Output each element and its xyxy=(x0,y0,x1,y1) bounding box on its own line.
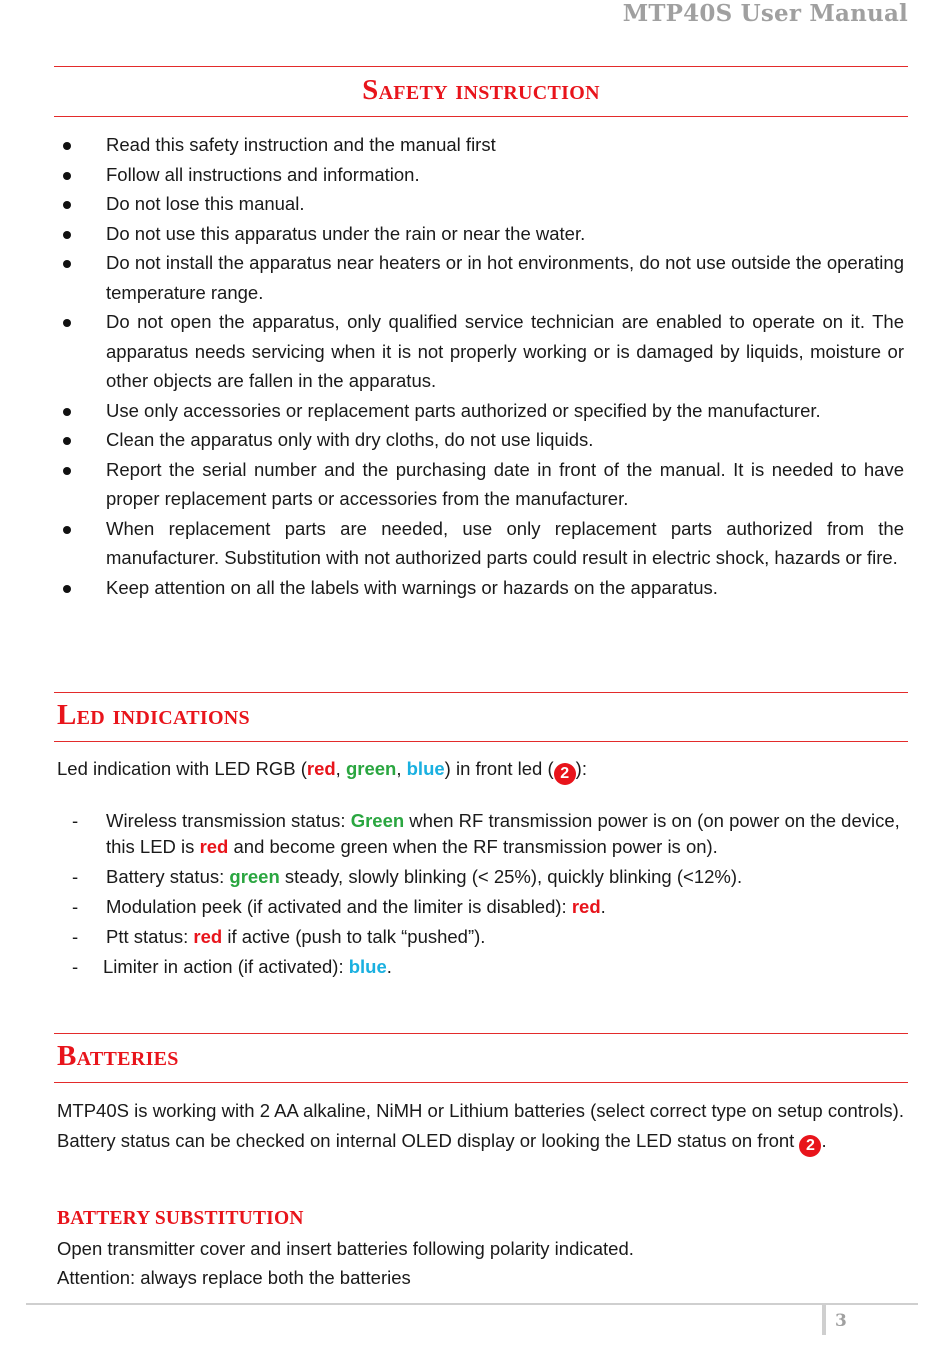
color-label-red: red xyxy=(199,835,229,857)
list-item-text: if active (push to talk “pushed”). xyxy=(222,925,486,947)
battery-substitution-line: Open transmitter cover and insert batteries following polarity indicated. xyxy=(57,1238,634,1259)
bullet-icon xyxy=(63,526,71,534)
list-item-text: Clean the apparatus only with dry cloths, do not use liquids. xyxy=(106,429,594,450)
bullet-icon xyxy=(63,408,71,416)
list-item xyxy=(54,864,904,890)
list-item xyxy=(54,307,904,396)
list-item xyxy=(54,248,904,307)
list-item-text: Ptt status: xyxy=(106,925,194,947)
list-item xyxy=(54,160,904,190)
led-intro-text: ): xyxy=(575,758,587,779)
color-label-green: green xyxy=(229,865,280,887)
batteries-paragraph xyxy=(57,1096,904,1157)
color-label-blue: blue xyxy=(348,955,387,977)
list-item-text: Limiter in action (if activated): xyxy=(103,955,349,977)
dash-icon: - xyxy=(72,810,79,831)
color-label-green: green xyxy=(345,758,397,779)
dash-icon: - xyxy=(72,925,79,947)
list-item-text: Do not lose this manual. xyxy=(106,193,305,214)
bullet-icon xyxy=(63,319,71,327)
list-item-text: When replacement parts are needed, use only replacement parts authorized from the manufacturer. Substitution with not authorized parts could result in electric shock, hazards or fire. xyxy=(106,517,904,568)
paragraph-text: MTP40S is working with 2 AA alkaline, NiMH or Lithium batteries (select correct type on setup controls). Battery status can be checked on internal OLED display or looking the LED status on front xyxy=(57,1100,904,1151)
color-label-red: red xyxy=(193,925,223,947)
list-item-text: steady, slowly blinking (< 25%), quickly blinking (<12%). xyxy=(279,865,743,887)
running-header-title: MTP40S User Manual xyxy=(622,0,908,27)
reference-number-badge: 2 xyxy=(799,1135,821,1157)
dash-icon: - xyxy=(72,895,79,917)
list-item-text: Wireless transmission status: xyxy=(106,810,351,831)
section-rule-bottom xyxy=(54,1082,908,1083)
footer-divider xyxy=(822,1305,826,1335)
list-item xyxy=(54,573,904,603)
color-label-red: red xyxy=(571,895,601,917)
list-item-text: . xyxy=(600,895,606,917)
bullet-icon xyxy=(63,201,71,209)
subsection-title-battery-substitution: BATTERY SUBSTITUTION xyxy=(57,1208,304,1229)
bullet-icon xyxy=(63,142,71,150)
list-item xyxy=(54,924,904,950)
list-item xyxy=(54,396,904,426)
list-item-text: . xyxy=(386,955,392,977)
list-item-text: Follow all instructions and information. xyxy=(106,163,420,185)
bullet-icon xyxy=(63,585,71,593)
paragraph-text: . xyxy=(821,1129,827,1151)
led-intro-text: Led indication with LED RGB ( xyxy=(57,758,307,779)
list-item xyxy=(54,219,904,249)
footer-rule xyxy=(26,1303,918,1305)
safety-list xyxy=(54,130,904,602)
list-item xyxy=(54,894,904,920)
list-item xyxy=(54,130,904,160)
list-item xyxy=(54,189,904,219)
section-rule-top xyxy=(54,1033,908,1034)
section-title-led: Led indications xyxy=(57,699,250,731)
led-intro xyxy=(57,754,904,785)
section-rule-top xyxy=(54,66,908,67)
list-item-text: Report the serial number and the purchasing date in front of the manual. It is needed to have proper replacement parts or accessories from the manufacturer. xyxy=(106,458,904,509)
list-item xyxy=(54,455,904,514)
list-item-text: Use only accessories or replacement parts authorized or specified by the manufacturer. xyxy=(106,399,821,421)
bullet-icon xyxy=(63,260,71,268)
section-rule-bottom xyxy=(54,116,908,117)
led-intro-text: ) in front led ( xyxy=(444,758,554,779)
reference-number-badge: 2 xyxy=(554,763,576,785)
section-rule-bottom xyxy=(54,741,908,742)
bullet-icon xyxy=(63,467,71,475)
dash-icon: - xyxy=(72,865,79,887)
list-item xyxy=(54,425,904,455)
list-item-text: Do not install the apparatus near heaters or in hot environments, do not use outside the operating temperature range. xyxy=(106,252,904,303)
list-item-text: Do not use this apparatus under the rain or near the water. xyxy=(106,222,586,244)
list-item xyxy=(54,514,904,573)
bullet-icon xyxy=(63,437,71,445)
section-title-safety: Safety instruction xyxy=(362,74,600,106)
list-item-text: when RF transmission power is on (on power on the device, this LED is xyxy=(106,810,900,857)
list-item-text: Do not open the apparatus, only qualified service technician are enabled to operate on it. The apparatus needs servicing when it is not properly working or is damaged by liquids, moisture or other objects are fallen in the apparatus. xyxy=(106,311,904,391)
led-list xyxy=(54,808,904,984)
bullet-icon xyxy=(63,172,71,180)
separator: , xyxy=(396,758,407,779)
section-title-batteries: Batteries xyxy=(57,1040,179,1072)
color-label-red: red xyxy=(306,758,336,779)
list-item-text: Battery status: xyxy=(106,865,230,887)
list-item-text: Modulation peek (if activated and the limiter is disabled): xyxy=(106,895,572,917)
page-number: 3 xyxy=(835,1311,847,1331)
list-item-text: Keep attention on all the labels with warnings or hazards on the apparatus. xyxy=(106,576,718,598)
list-item-text: and become green when the RF transmission power is on). xyxy=(228,835,718,857)
bullet-icon xyxy=(63,231,71,239)
list-item-text: Read this safety instruction and the manual first xyxy=(106,134,496,155)
battery-substitution-line: Attention: always replace both the batteries xyxy=(57,1267,411,1288)
list-item xyxy=(54,808,904,859)
list-item xyxy=(54,954,904,980)
color-label-green: Green xyxy=(350,810,405,831)
section-rule-top xyxy=(54,692,908,693)
separator: , xyxy=(335,758,346,779)
dash-icon: - xyxy=(72,955,79,977)
color-label-blue: blue xyxy=(406,758,445,779)
